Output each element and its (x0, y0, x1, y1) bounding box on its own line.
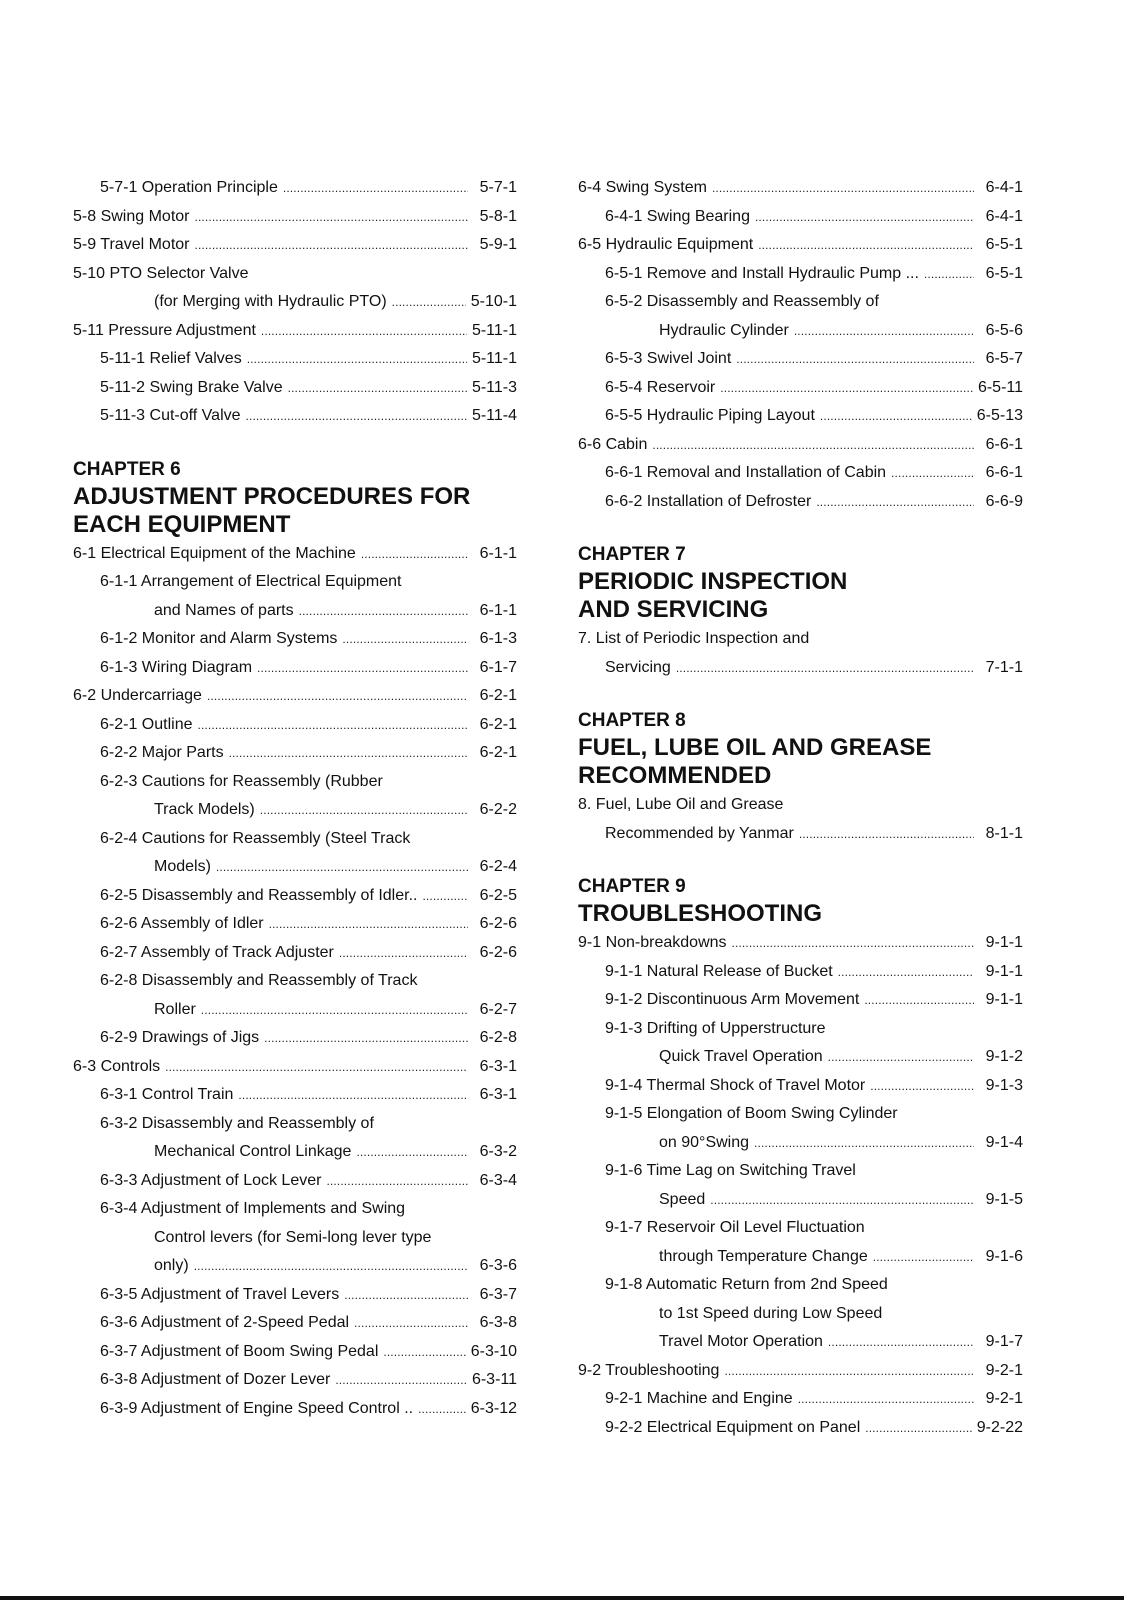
toc-entry-title: 6-3 Controls (73, 1057, 161, 1075)
chapter-number: CHAPTER 6 (73, 458, 181, 480)
toc-entry-page: 5-11-1 (471, 321, 517, 339)
dot-leader (720, 374, 973, 403)
dot-leader (422, 882, 468, 911)
toc-entry-title: 6-2-4 Cautions for Reassembly (Steel Track (100, 829, 411, 847)
toc-entry (73, 597, 517, 626)
toc-entry (73, 402, 517, 431)
toc-entry-title: through Temperature Change (659, 1247, 868, 1265)
toc-entry (578, 1414, 1023, 1443)
toc-entry-page: 6-5-13 (976, 407, 1023, 424)
dot-leader (216, 853, 468, 882)
toc-entry-page: 9-1-2 (985, 1048, 1023, 1065)
toc-entry-page: 9-1-3 (985, 1076, 1023, 1094)
dot-leader (865, 1414, 972, 1443)
toc-entry (73, 174, 517, 203)
toc-entry-page: 6-1-1 (479, 601, 517, 619)
toc-entry-title: 9-1-7 Reservoir Oil Level Fluctuation (605, 1219, 865, 1236)
toc-entry-page: 6-2-1 (479, 744, 517, 761)
toc-entry-title: Quick Travel Operation (659, 1048, 823, 1065)
toc-entry (578, 1043, 1023, 1072)
toc-entry-title: 9-1-8 Automatic Return from 2nd Speed (605, 1276, 888, 1293)
chapter-8-heading (578, 708, 1023, 790)
toc-entry-page: 5-10-1 (470, 293, 517, 310)
toc-entry (578, 820, 1023, 849)
toc-entry (578, 1300, 1023, 1329)
toc-entry-title: 6-3-3 Adjustment of Lock Lever (100, 1171, 322, 1189)
dot-leader (354, 1309, 468, 1338)
toc-entry (73, 1024, 517, 1053)
toc-entry (578, 174, 1023, 203)
dot-leader (335, 1366, 467, 1395)
toc-entry-title: 5-11-2 Swing Brake Valve (100, 378, 283, 396)
toc-entry-page: 5-11-1 (471, 350, 517, 367)
toc-entry (73, 939, 517, 968)
dot-leader (264, 1024, 468, 1053)
toc-entry-page: 6-6-9 (985, 492, 1023, 510)
toc-entry (578, 231, 1023, 260)
toc-entry-title: 7. List of Periodic Inspection and (578, 630, 810, 647)
toc-entry (73, 796, 517, 825)
toc-entry-page: 6-3-10 (470, 1342, 517, 1360)
toc-entry-title: 6-1-3 Wiring Diagram (100, 658, 253, 676)
toc-entry-page: 6-3-2 (479, 1143, 517, 1160)
toc-entry-page: 6-1-7 (479, 658, 517, 676)
toc-entry (73, 374, 517, 403)
chapter-title-line-2: RECOMMENDED (578, 762, 772, 789)
toc-entry-title: 6-6-1 Removal and Installation of Cabin (605, 464, 887, 481)
toc-entry (73, 203, 517, 232)
toc-entry-title: 5-11-1 Relief Valves (100, 350, 242, 367)
dot-leader (873, 1243, 974, 1272)
dot-leader (257, 654, 468, 683)
page-bottom-rule (0, 1596, 1124, 1600)
toc-entry-page: 9-1-7 (985, 1333, 1023, 1350)
chapter-number: CHAPTER 8 (578, 710, 686, 731)
toc-entry-page: 6-2-4 (479, 858, 517, 875)
toc-entry-title: 6-1-1 Arrangement of Electrical Equipment (100, 573, 402, 590)
toc-entry-title: 5-11-3 Cut-off Valve (100, 407, 241, 424)
toc-entry-page: 8-1-1 (985, 824, 1023, 842)
toc-entry (73, 739, 517, 768)
toc-entry-title: 6-6 Cabin (578, 435, 648, 453)
toc-entry (578, 1357, 1023, 1386)
toc-entry (578, 203, 1023, 232)
dot-leader (261, 317, 467, 346)
toc-entry-title: Control levers (for Semi-long lever type (154, 1228, 432, 1246)
toc-entry-page: 6-5-11 (977, 378, 1023, 396)
chapter-number: CHAPTER 7 (578, 544, 686, 565)
dot-leader (710, 1186, 974, 1215)
toc-entry (73, 625, 517, 654)
dot-leader (288, 374, 467, 403)
toc-entry-title: 6-2-9 Drawings of Jigs (100, 1029, 260, 1046)
toc-entry-page: 9-1-1 (985, 934, 1023, 951)
toc-entry (73, 1110, 517, 1139)
dot-leader (194, 231, 468, 260)
toc-entry (578, 288, 1023, 317)
toc-entry (73, 1252, 517, 1281)
toc-entry (73, 1167, 517, 1196)
toc-entry-title: Hydraulic Cylinder (659, 321, 789, 339)
toc-entry (73, 825, 517, 854)
chapter-title-line-2: EACH EQUIPMENT (73, 510, 291, 538)
toc-entry-title: Travel Motor Operation (659, 1333, 823, 1350)
toc-entry-page: 5-11-3 (471, 378, 517, 396)
chapter-title-line-1: PERIODIC INSPECTION (578, 568, 848, 595)
toc-entry-page: 6-3-1 (479, 1086, 517, 1103)
toc-entry (73, 345, 517, 374)
toc-entry-title: 9-1-1 Natural Release of Bucket (605, 962, 833, 980)
toc-entry-title: 6-2-5 Disassembly and Reassembly of Idler.. (100, 886, 418, 904)
dot-leader (269, 910, 468, 939)
toc-entry (578, 929, 1023, 958)
toc-left-column (73, 174, 517, 1423)
dot-leader (198, 711, 469, 740)
toc-entry-page: 6-2-1 (479, 687, 517, 704)
toc-entry (73, 853, 517, 882)
chapter-title-line-1: TROUBLESHOOTING (578, 900, 822, 927)
toc-entry-title: Track Models) (154, 801, 255, 818)
dot-leader (891, 459, 974, 488)
chapter-title-line-2: AND SERVICING (578, 596, 769, 623)
toc-entry (73, 1053, 517, 1082)
toc-entry-title: 6-2-3 Cautions for Reassembly (Rubber (100, 772, 383, 790)
toc-entry-page: 5-9-1 (479, 236, 517, 253)
toc-entry-title: 6-5-5 Hydraulic Piping Layout (605, 407, 815, 424)
toc-entry (73, 540, 517, 569)
toc-group (578, 929, 1023, 1442)
toc-entry (73, 231, 517, 260)
toc-entry-page: 6-2-6 (479, 943, 517, 961)
toc-entry-page: 6-2-2 (479, 801, 517, 818)
toc-entry-page: 6-2-8 (479, 1029, 517, 1046)
toc-entry (578, 1072, 1023, 1101)
dot-leader (799, 820, 974, 849)
toc-entry-title: 6-2-7 Assembly of Track Adjuster (100, 943, 334, 961)
dot-leader (724, 1357, 974, 1386)
toc-entry (73, 568, 517, 597)
toc-entry (578, 374, 1023, 403)
toc-entry-page: 6-5-1 (985, 264, 1023, 282)
toc-entry-title: 6-5 Hydraulic Equipment (578, 236, 754, 253)
toc-entry-title: 6-3-6 Adjustment of 2-Speed Pedal (100, 1314, 350, 1331)
dot-leader (676, 654, 974, 683)
dot-leader (195, 203, 469, 232)
toc-entry (73, 1081, 517, 1110)
toc-entry-title: on 90°Swing (659, 1133, 750, 1151)
dot-leader (342, 625, 468, 654)
toc-entry-title: 6-2-8 Disassembly and Reassembly of Track (100, 972, 418, 989)
toc-entry-title: 8. Fuel, Lube Oil and Grease (578, 796, 784, 813)
toc-entry (578, 488, 1023, 517)
toc-entry (73, 768, 517, 797)
toc-entry-title: 6-2 Undercarriage (73, 687, 202, 704)
toc-entry (578, 402, 1023, 431)
toc-entry-title: and Names of parts (154, 601, 294, 619)
toc-entry-page: 6-6-1 (985, 435, 1023, 453)
toc-entry (73, 317, 517, 346)
toc-entry (578, 459, 1023, 488)
chapter-title-line-1: ADJUSTMENT PROCEDURES FOR (73, 482, 471, 510)
toc-entry-title: 6-3-1 Control Train (100, 1086, 234, 1103)
chapter-7-heading (578, 542, 1023, 624)
toc-entry (73, 1395, 517, 1424)
toc-entry-title: Recommended by Yanmar (605, 824, 794, 842)
toc-right-column (578, 174, 1023, 1442)
toc-entry-title: 6-4-1 Swing Bearing (605, 207, 750, 225)
toc-entry (73, 1195, 517, 1224)
toc-group (73, 540, 517, 1424)
toc-entry (73, 682, 517, 711)
toc-entry-page: 6-4-1 (985, 179, 1023, 196)
toc-entry (578, 654, 1023, 683)
dot-leader (652, 431, 974, 460)
toc-entry (578, 625, 1023, 654)
toc-entry-page: 9-2-1 (985, 1390, 1023, 1407)
dot-leader (820, 402, 972, 431)
dot-leader (283, 174, 468, 203)
dot-leader (246, 402, 467, 431)
toc-entry-page: 6-4-1 (985, 207, 1023, 225)
dot-leader (758, 231, 974, 260)
toc-entry-title: Models) (154, 858, 211, 875)
toc-entry-page: 7-1-1 (985, 658, 1023, 676)
toc-entry (578, 1186, 1023, 1215)
toc-entry-title: Roller (154, 1000, 196, 1018)
dot-leader (754, 1129, 974, 1158)
dot-leader (924, 260, 974, 289)
dot-leader (201, 996, 468, 1025)
toc-entry-title: Mechanical Control Linkage (154, 1143, 352, 1160)
toc-entry (73, 711, 517, 740)
toc-entry-page: 9-2-22 (976, 1418, 1023, 1436)
toc-entry-page: 9-1-1 (985, 991, 1023, 1008)
toc-entry (578, 317, 1023, 346)
toc-entry-page: 6-6-1 (985, 464, 1023, 481)
toc-entry-page: 5-11-4 (471, 407, 517, 424)
toc-entry-title: 9-2-1 Machine and Engine (605, 1390, 793, 1407)
toc-group (73, 174, 517, 431)
toc-entry-title: 9-1 Non-breakdowns (578, 934, 727, 951)
toc-entry (578, 986, 1023, 1015)
toc-entry (73, 1224, 517, 1253)
toc-group (578, 174, 1023, 516)
toc-entry-title: 9-2-2 Electrical Equipment on Panel (605, 1418, 861, 1436)
dot-leader (392, 288, 466, 317)
toc-entry-title: 6-1-2 Monitor and Alarm Systems (100, 630, 338, 647)
toc-entry (578, 1243, 1023, 1272)
toc-entry-page: 6-1-3 (479, 630, 517, 647)
dot-leader (816, 488, 974, 517)
toc-entry-title: 6-3-5 Adjustment of Travel Levers (100, 1285, 340, 1303)
toc-entry (578, 1157, 1023, 1186)
toc-entry-title: 6-3-4 Adjustment of Implements and Swing (100, 1200, 406, 1217)
toc-entry-title: 6-1 Electrical Equipment of the Machine (73, 544, 356, 562)
toc-entry-title: 9-1-4 Thermal Shock of Travel Motor (605, 1076, 866, 1094)
toc-entry-page: 6-5-1 (985, 236, 1023, 253)
toc-entry-page: 6-5-7 (985, 350, 1023, 367)
toc-entry (73, 260, 517, 289)
dot-leader (383, 1338, 465, 1367)
chapter-number: CHAPTER 9 (578, 876, 686, 897)
toc-group (578, 625, 1023, 682)
toc-entry-page: 6-5-6 (985, 321, 1023, 339)
toc-entry (73, 1366, 517, 1395)
toc-entry (578, 345, 1023, 374)
toc-entry-title: 6-3-8 Adjustment of Dozer Lever (100, 1371, 331, 1388)
toc-entry-title: 6-5-1 Remove and Install Hydraulic Pump ... (605, 264, 919, 282)
toc-entry-page: 6-3-1 (479, 1057, 517, 1075)
toc-entry-page: 9-1-4 (985, 1133, 1023, 1151)
toc-entry-page: 5-8-1 (479, 207, 517, 225)
dot-leader (207, 682, 468, 711)
toc-entry-page: 6-2-7 (479, 1000, 517, 1018)
toc-entry-page: 6-3-7 (479, 1285, 517, 1303)
dot-leader (838, 958, 974, 987)
toc-entry-title: 5-7-1 Operation Principle (100, 179, 278, 196)
chapter-9-heading (578, 874, 1023, 928)
toc-entry-page: 9-2-1 (985, 1361, 1023, 1379)
dot-leader (356, 1138, 468, 1167)
toc-entry (578, 1129, 1023, 1158)
toc-entry (578, 431, 1023, 460)
toc-entry-title: 6-5-4 Reservoir (605, 378, 716, 396)
toc-entry (73, 910, 517, 939)
dot-leader (260, 796, 468, 825)
toc-entry-title: 6-5-2 Disassembly and Reassembly of (605, 293, 879, 310)
toc-entry-title: 9-1-5 Elongation of Boom Swing Cylinder (605, 1105, 898, 1122)
toc-entry-page: 6-2-5 (479, 886, 517, 904)
dot-leader (828, 1043, 974, 1072)
toc-entry-page: 9-1-5 (985, 1190, 1023, 1208)
chapter-6-heading (73, 457, 517, 539)
dot-leader (755, 203, 974, 232)
dot-leader (229, 739, 468, 768)
dot-leader (194, 1252, 468, 1281)
dot-leader (326, 1167, 468, 1196)
toc-entry (578, 958, 1023, 987)
toc-entry-page: 6-3-6 (479, 1257, 517, 1274)
toc-entry-page: 6-3-11 (471, 1371, 517, 1388)
dot-leader (361, 540, 468, 569)
toc-entry (73, 288, 517, 317)
toc-entry (578, 1100, 1023, 1129)
toc-entry-title: 6-2-1 Outline (100, 715, 193, 733)
toc-entry-title: 6-2-2 Major Parts (100, 744, 224, 761)
toc-entry (73, 882, 517, 911)
toc-entry (73, 654, 517, 683)
toc-entry (578, 260, 1023, 289)
toc-entry (73, 1309, 517, 1338)
toc-entry (73, 996, 517, 1025)
toc-entry-title: 6-3-7 Adjustment of Boom Swing Pedal (100, 1342, 379, 1360)
dot-leader (736, 345, 974, 374)
toc-entry-title: 6-2-6 Assembly of Idler (100, 915, 264, 932)
dot-leader (339, 939, 468, 968)
toc-entry-title: 9-1-3 Drifting of Upperstructure (605, 1019, 826, 1037)
dot-leader (247, 345, 467, 374)
toc-entry (73, 967, 517, 996)
dot-leader (794, 317, 974, 346)
toc-entry-title: 6-5-3 Swivel Joint (605, 350, 732, 367)
dot-leader (828, 1328, 974, 1357)
toc-entry (73, 1338, 517, 1367)
toc-entry-title: 9-2 Troubleshooting (578, 1361, 720, 1379)
toc-entry (578, 1214, 1023, 1243)
toc-entry-page: 6-3-4 (479, 1171, 517, 1189)
toc-entry-title: 9-1-6 Time Lag on Switching Travel (605, 1162, 856, 1179)
toc-group (578, 791, 1023, 848)
toc-entry (578, 1385, 1023, 1414)
toc-entry-page: 9-1-1 (985, 962, 1023, 980)
dot-leader (712, 174, 974, 203)
toc-entry-title: Speed (659, 1190, 706, 1208)
toc-entry-title: Servicing (605, 658, 671, 676)
toc-entry-title: 6-3-2 Disassembly and Reassembly of (100, 1114, 374, 1132)
toc-entry-title: only) (154, 1257, 189, 1274)
dot-leader (798, 1385, 974, 1414)
toc-entry (73, 1281, 517, 1310)
toc-entry (578, 1271, 1023, 1300)
toc-entry-title: to 1st Speed during Low Speed (659, 1304, 883, 1322)
toc-entry-title: 9-1-2 Discontinuous Arm Movement (605, 991, 860, 1008)
dot-leader (732, 929, 974, 958)
toc-entry-page: 6-1-1 (479, 544, 517, 562)
toc-entry-title: (for Merging with Hydraulic PTO) (154, 293, 387, 310)
toc-entry-title: 6-4 Swing System (578, 179, 707, 196)
toc-entry-title: 5-11 Pressure Adjustment (73, 321, 256, 339)
toc-entry-title: 5-9 Travel Motor (73, 236, 190, 253)
dot-leader (299, 597, 468, 626)
toc-entry-page: 5-7-1 (479, 179, 517, 196)
toc-entry-title: 5-8 Swing Motor (73, 207, 190, 225)
toc-entry (73, 1138, 517, 1167)
toc-entry (578, 1328, 1023, 1357)
toc-entry (578, 1015, 1023, 1044)
dot-leader (344, 1281, 468, 1310)
chapter-title-line-1: FUEL, LUBE OIL AND GREASE (578, 734, 932, 761)
dot-leader (418, 1395, 466, 1424)
toc-entry-page: 6-2-6 (479, 915, 517, 932)
toc-entry-page: 6-3-8 (479, 1314, 517, 1331)
toc-entry-page: 9-1-6 (985, 1247, 1023, 1265)
dot-leader (870, 1072, 974, 1101)
toc-entry-title: 6-6-2 Installation of Defroster (605, 492, 812, 510)
toc-entry-title: 5-10 PTO Selector Valve (73, 264, 249, 282)
toc-entry-page: 6-2-1 (479, 715, 517, 733)
dot-leader (864, 986, 974, 1015)
toc-entry-title: 6-3-9 Adjustment of Engine Speed Control .. (100, 1399, 414, 1417)
toc-entry (578, 791, 1023, 820)
toc-entry-page: 6-3-12 (470, 1399, 517, 1417)
dot-leader (165, 1053, 468, 1082)
dot-leader (238, 1081, 468, 1110)
